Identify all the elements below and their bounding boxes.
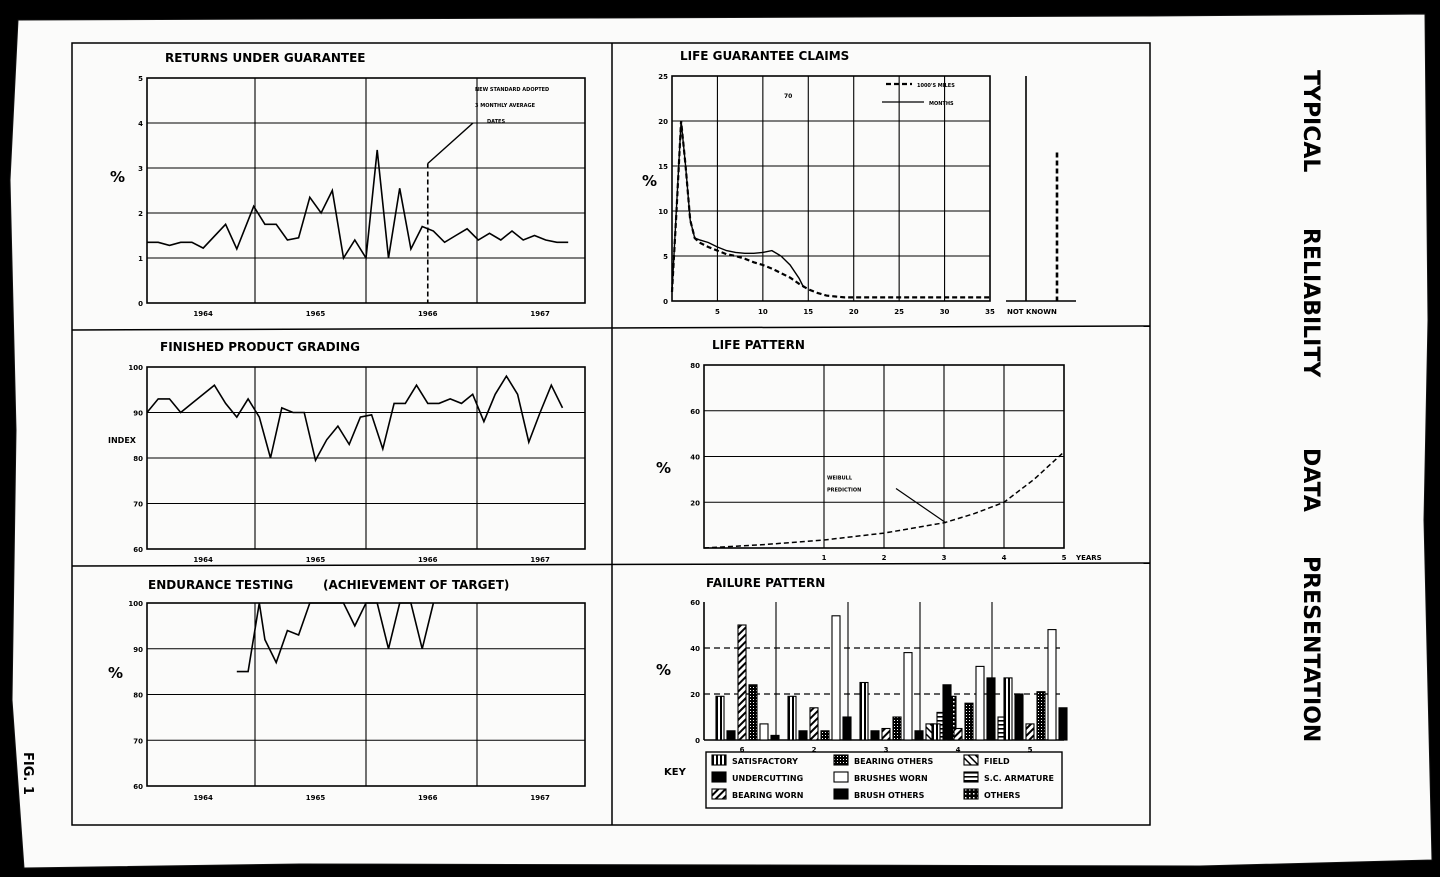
legend-label: BEARING OTHERS xyxy=(854,757,934,766)
bar-bearing-worn xyxy=(738,625,746,740)
bar-undercutting xyxy=(727,731,735,740)
bar-bearing-worn xyxy=(954,729,962,741)
x-tick-label: 2 xyxy=(881,554,887,562)
y-tick-label: 60 xyxy=(690,599,700,607)
x-tick-label: 1967 xyxy=(530,794,550,802)
y-tick-label: 80 xyxy=(133,455,143,463)
x-tick-label: 5 xyxy=(714,308,720,316)
legend-label: BRUSHES WORN xyxy=(854,774,928,783)
y-axis-label: % xyxy=(642,172,658,190)
x-tick-label: 1965 xyxy=(305,310,326,318)
legend-swatch xyxy=(712,772,726,782)
x-unit-label: YEARS xyxy=(1076,554,1102,562)
y-tick-label: 4 xyxy=(138,120,143,128)
x-tick-label: 20 xyxy=(848,308,859,316)
x-tick-label: 1966 xyxy=(418,794,438,802)
annotation-text: DATES xyxy=(487,119,506,125)
bar-bearing-worn xyxy=(1026,724,1034,740)
legend-swatch xyxy=(964,789,978,799)
x-tick-label: 1967 xyxy=(530,310,550,318)
y-tick-label: 90 xyxy=(133,645,143,654)
x-tick-label: 10 xyxy=(757,308,768,316)
category-label: 4 xyxy=(955,746,961,754)
y-tick-label: 3 xyxy=(138,165,143,173)
legend-swatch xyxy=(834,772,848,782)
bar-bearing-others xyxy=(821,731,829,740)
y-tick-label: 5 xyxy=(138,75,143,83)
key-label: KEY xyxy=(664,767,686,778)
bar-bearing-worn xyxy=(882,729,890,741)
category-label: 3 xyxy=(883,746,889,754)
legend-label: SATISFACTORY xyxy=(732,757,798,766)
side-title-word: DATA xyxy=(1298,448,1323,512)
x-tick-label: 1964 xyxy=(193,310,213,318)
side-title-word: TYPICAL xyxy=(1298,70,1323,173)
x-tick-label: 1967 xyxy=(530,556,550,564)
bar-brush-others xyxy=(1059,708,1067,740)
legend-label: BEARING WORN xyxy=(732,791,804,800)
legend-label: BRUSH OTHERS xyxy=(854,791,925,800)
y-axis-label: INDEX xyxy=(108,436,136,445)
x-tick-label: 1966 xyxy=(418,556,438,564)
legend-note: 70 xyxy=(784,93,793,100)
y-tick-label: 60 xyxy=(690,407,700,416)
y-tick-label: 70 xyxy=(133,500,143,509)
legend-swatch xyxy=(834,755,848,765)
y-tick-label: 0 xyxy=(663,298,668,306)
y-axis-label: % xyxy=(108,664,124,682)
y-tick-label: 20 xyxy=(658,118,668,126)
bar-brushes-worn xyxy=(760,724,768,740)
x-tick-label: 1964 xyxy=(193,794,213,802)
legend-label: S.C. ARMATURE xyxy=(984,774,1054,783)
x-tick-label: 1966 xyxy=(418,310,438,318)
figure-label: FIG. 1 xyxy=(20,752,35,795)
y-axis-label: % xyxy=(110,168,126,186)
category-label: 5 xyxy=(1027,746,1033,754)
bar-brush-others xyxy=(843,717,851,740)
legend-label: 1000'S MILES xyxy=(917,83,955,89)
bar-satisfactory xyxy=(932,724,940,740)
bar-brush-others xyxy=(915,731,923,740)
y-tick-label: 15 xyxy=(658,163,668,171)
bar-satisfactory xyxy=(1004,678,1012,740)
legend-swatch xyxy=(712,755,726,765)
x-tick-label: 15 xyxy=(803,308,814,316)
chart-title: FAILURE PATTERN xyxy=(706,576,826,590)
x-tick-label: 35 xyxy=(985,308,995,316)
y-tick-label: 100 xyxy=(128,600,143,608)
x-tick-label: 3 xyxy=(941,554,947,562)
x-tick-label: 30 xyxy=(939,308,950,316)
legend-label: UNDERCUTTING xyxy=(732,774,804,783)
bar-bearing-worn xyxy=(810,708,818,740)
bar-brushes-worn xyxy=(1048,630,1056,740)
x-tick-label: 25 xyxy=(894,308,905,316)
legend xyxy=(706,752,1062,808)
annotation-text: 3 MONTHLY AVERAGE xyxy=(475,103,536,109)
y-tick-label: 80 xyxy=(133,691,143,700)
y-tick-label: 10 xyxy=(658,208,668,216)
y-tick-label: 20 xyxy=(690,499,700,508)
bar-undercutting xyxy=(871,731,879,740)
bar-bearing-others xyxy=(965,703,973,740)
bar-bearing-others xyxy=(749,685,757,740)
legend-swatch xyxy=(964,755,978,765)
y-tick-label: 60 xyxy=(133,546,143,554)
legend-label: OTHERS xyxy=(984,791,1021,800)
y-tick-label: 0 xyxy=(695,737,700,745)
annotation-text: WEIBULL xyxy=(827,475,853,482)
side-title-word: PRESENTATION xyxy=(1298,556,1323,743)
annotation-text: NEW STANDARD ADOPTED xyxy=(475,87,550,93)
x-tick-label: 1965 xyxy=(305,794,326,802)
y-tick-label: 80 xyxy=(690,362,700,370)
y-tick-label: 90 xyxy=(133,409,143,418)
y-tick-label: 100 xyxy=(128,364,143,372)
y-tick-label: 20 xyxy=(690,691,700,699)
x-tick-label: 1965 xyxy=(305,556,326,564)
y-tick-label: 1 xyxy=(138,255,143,263)
x-tick-label: 1 xyxy=(821,554,827,562)
bar-satisfactory xyxy=(860,683,868,741)
bar-brushes-worn xyxy=(904,653,912,740)
y-tick-label: 0 xyxy=(138,300,143,308)
chart-title: FINISHED PRODUCT GRADING xyxy=(160,340,360,354)
not-known-label: NOT KNOWN xyxy=(1007,308,1057,316)
y-tick-label: 25 xyxy=(658,73,668,81)
bar-brush-others xyxy=(771,735,779,740)
y-tick-label: 60 xyxy=(133,783,143,791)
y-tick-label: 40 xyxy=(690,453,700,462)
chart-title: ENDURANCE TESTING xyxy=(148,578,294,592)
bar-brush-others xyxy=(987,678,995,740)
legend-label: FIELD xyxy=(984,757,1010,766)
x-tick-label: 1964 xyxy=(193,556,213,564)
legend-swatch xyxy=(834,789,848,799)
y-tick-label: 5 xyxy=(663,253,668,261)
y-tick-label: 40 xyxy=(690,645,700,653)
chart-title: RETURNS UNDER GUARANTEE xyxy=(165,51,366,65)
chart-title: LIFE PATTERN xyxy=(712,338,805,352)
bar-satisfactory xyxy=(716,696,724,740)
category-label: 6 xyxy=(739,746,745,754)
x-tick-label: 4 xyxy=(1001,554,1007,562)
y-tick-label: 2 xyxy=(138,210,143,218)
chart-title: LIFE GUARANTEE CLAIMS xyxy=(680,49,850,63)
x-tick-label: 5 xyxy=(1061,554,1067,562)
bar-brushes-worn xyxy=(976,666,984,740)
bar-undercutting xyxy=(1015,694,1023,740)
y-tick-label: 70 xyxy=(133,737,143,746)
bar-brushes-worn xyxy=(832,616,840,740)
chart-subtitle: (ACHIEVEMENT OF TARGET) xyxy=(323,578,510,592)
bar-bearing-others xyxy=(893,717,901,740)
bar-undercutting xyxy=(943,685,951,740)
annotation-text: PREDICTION xyxy=(827,487,862,494)
bar-satisfactory xyxy=(788,696,796,740)
category-label: 2 xyxy=(811,746,817,754)
y-axis-label: % xyxy=(656,459,672,477)
legend-swatch xyxy=(964,772,978,782)
bar-bearing-others xyxy=(1037,692,1045,740)
bar-undercutting xyxy=(799,731,807,740)
legend-label: MONTHS xyxy=(929,101,954,107)
side-title-word: RELIABILITY xyxy=(1298,228,1323,378)
legend-swatch xyxy=(712,789,726,799)
y-axis-label: % xyxy=(656,661,672,679)
